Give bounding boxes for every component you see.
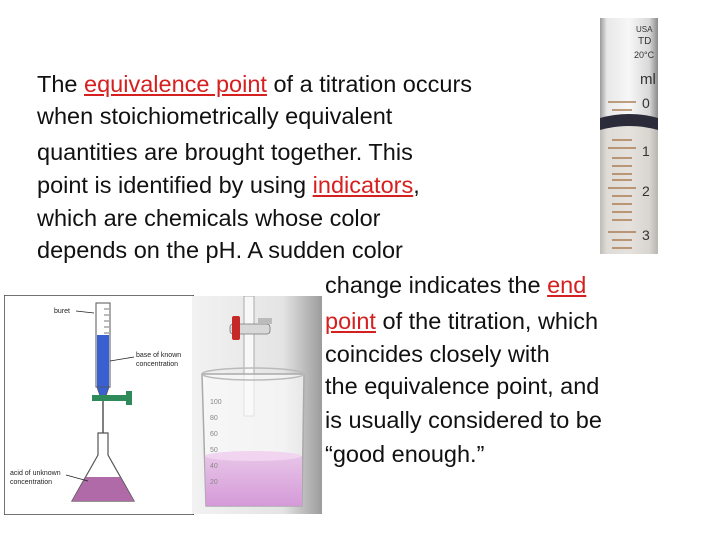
stamp-usa: USA bbox=[636, 25, 653, 34]
text-plain: of the titration, which bbox=[375, 308, 599, 334]
text-plain: when stoichiometrically equivalent bbox=[37, 103, 393, 129]
text-plain: The bbox=[37, 71, 85, 97]
text-line-5 bbox=[37, 202, 381, 234]
text-line-3 bbox=[37, 136, 413, 168]
label-acid-1: acid of unknown bbox=[10, 470, 61, 477]
text-line-11 bbox=[325, 404, 602, 436]
label-base-2: concentration bbox=[136, 361, 179, 368]
stamp-temp: 20°C bbox=[634, 50, 655, 60]
beaker-mark-80: 80 bbox=[210, 415, 218, 422]
photo-stopcock-knob bbox=[258, 318, 272, 324]
text-plain: is usually considered to be bbox=[325, 407, 602, 433]
photo-stopcock-red bbox=[232, 316, 240, 340]
mark-2: 2 bbox=[642, 183, 650, 199]
text-plain: depends on the pH. A sudden color bbox=[37, 237, 403, 263]
text-line-10 bbox=[325, 370, 599, 402]
mark-3: 3 bbox=[642, 227, 650, 243]
label-acid-2: concentration bbox=[10, 479, 53, 486]
beaker-mark-40: 40 bbox=[210, 463, 218, 470]
stamp-td: TD bbox=[638, 36, 652, 47]
label-base-1: base of known bbox=[136, 352, 182, 359]
titration-diagram bbox=[4, 295, 194, 515]
pink-solution bbox=[205, 456, 302, 506]
text-plain: , bbox=[413, 172, 420, 198]
beaker-photo bbox=[192, 296, 322, 514]
solution-surface bbox=[205, 451, 301, 461]
term-equivalence-point: equivalence point bbox=[84, 71, 267, 97]
base-solution bbox=[97, 335, 109, 387]
text-line-6 bbox=[37, 234, 403, 266]
term-point: point bbox=[325, 308, 376, 334]
text-plain: quantities are brought together. This bbox=[37, 139, 413, 165]
text-plain: “good enough.” bbox=[325, 441, 485, 467]
term-end: end bbox=[547, 272, 587, 298]
text-line-12 bbox=[325, 438, 484, 470]
beaker-mark-50: 50 bbox=[210, 447, 218, 454]
unit-ml: ml bbox=[640, 71, 656, 88]
text-line-4 bbox=[37, 169, 420, 201]
beaker-mark-20: 20 bbox=[210, 479, 218, 486]
text-line-7 bbox=[325, 269, 586, 301]
term-indicators: indicators bbox=[312, 172, 414, 198]
text-line-9 bbox=[325, 338, 550, 370]
text-plain: point is identified by using bbox=[37, 172, 313, 198]
text-plain: of a titration occurs bbox=[266, 71, 473, 97]
label-buret: buret bbox=[54, 308, 70, 315]
text-plain: change indicates the bbox=[325, 272, 548, 298]
text-plain: coincides closely with bbox=[325, 341, 550, 367]
text-line-8 bbox=[325, 305, 598, 337]
beaker-mark-100: 100 bbox=[210, 399, 222, 406]
text-plain: the equivalence point, and bbox=[325, 373, 600, 399]
text-line-1 bbox=[37, 68, 472, 100]
buret-closeup-photo bbox=[596, 18, 662, 254]
mark-0: 0 bbox=[642, 95, 650, 111]
beaker-mark-60: 60 bbox=[210, 431, 218, 438]
text-line-2 bbox=[37, 100, 392, 132]
mark-1: 1 bbox=[642, 143, 650, 159]
text-plain: which are chemicals whose color bbox=[37, 205, 381, 231]
stopcock-handle bbox=[126, 391, 132, 405]
